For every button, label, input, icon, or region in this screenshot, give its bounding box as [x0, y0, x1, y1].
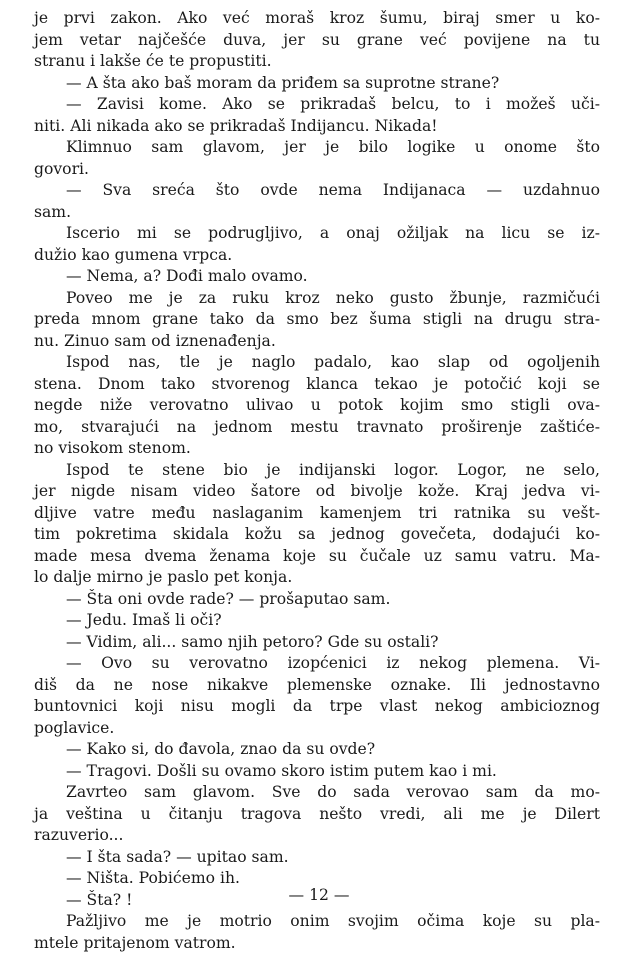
text-line: niti. Ali nikada ako se prikradaš Indijancu. Nikada!	[34, 116, 600, 138]
paragraph	[34, 460, 600, 589]
paragraph	[34, 610, 600, 632]
text-line: stranu i lakše će te propustiti.	[34, 51, 600, 73]
text-line: lo dalje mirno je paslo pet konja.	[34, 567, 600, 589]
text-line: — Kako si, do đavola, znao da su ovde?	[34, 739, 600, 761]
paragraph	[34, 761, 600, 783]
text-line: je prvi zakon. Ako već moraš kroz šumu, biraj smer u ko-	[34, 8, 600, 30]
text-line: — Šta? !	[34, 890, 600, 912]
text-line: — Zavisi kome. Ako se prikradaš belcu, to i možeš uči-	[34, 94, 600, 116]
paragraph	[34, 94, 600, 137]
text-line: — I šta sada? — upitao sam.	[34, 847, 600, 869]
paragraph	[34, 180, 600, 223]
paragraph	[34, 589, 600, 611]
text-line: — Ništa. Pobićemo ih.	[34, 868, 600, 890]
paragraph	[34, 847, 600, 869]
text-line: mtele pritajenom vatrom.	[34, 933, 600, 954]
text-line: jem vetar najčešće duva, jer su grane već povijene na tu	[34, 30, 600, 52]
text-line: sam.	[34, 202, 600, 224]
text-line: govori.	[34, 159, 600, 181]
paragraph	[34, 73, 600, 95]
paragraph	[34, 288, 600, 353]
paragraph	[34, 8, 600, 73]
text-line: buntovnici koji nisu mogli da trpe vlast nekog ambicioznog	[34, 696, 600, 718]
text-line: — A šta ako baš moram da priđem sa suprotne strane?	[34, 73, 600, 95]
text-line: razuverio...	[34, 825, 600, 847]
text-line: Pažljivo me je motrio onim svojim očima koje su pla-	[34, 911, 600, 933]
text-line: — Jedu. Imaš li oči?	[34, 610, 600, 632]
paragraph	[34, 266, 600, 288]
paragraph	[34, 223, 600, 266]
text-line: — Šta oni ovde rade? — prošaputao sam.	[34, 589, 600, 611]
text-line: Iscerio mi se podrugljivo, a onaj ožiljak na licu se iz-	[34, 223, 600, 245]
text-line: dljive vatre među naslaganim kamenjem tri ratnika su vešt-	[34, 503, 600, 525]
text-line: dužio kao gumena vrpca.	[34, 245, 600, 267]
text-line: Zavrteo sam glavom. Sve do sada verovao sam da mo-	[34, 782, 600, 804]
text-line: — Ovo su verovatno izopćenici iz nekog plemena. Vi-	[34, 653, 600, 675]
text-line: tim pokretima skidala kožu sa jednog govečeta, dodajući ko-	[34, 524, 600, 546]
text-line: Poveo me je za ruku kroz neko gusto žbunje, razmičući	[34, 288, 600, 310]
page-number: — 12 —	[0, 886, 638, 904]
paragraph	[34, 739, 600, 761]
paragraph	[34, 782, 600, 847]
text-line: made mesa dvema ženama koje su čučale uz samu vatru. Ma-	[34, 546, 600, 568]
text-line: diš da ne nose nikakve plemenske oznake. Ili jednostavno	[34, 675, 600, 697]
text-line: — Nema, a? Dođi malo ovamo.	[34, 266, 600, 288]
text-line: no visokom stenom.	[34, 438, 600, 460]
text-line: ja veština u čitanju tragova nešto vredi, ali me je Dilert	[34, 804, 600, 826]
paragraph	[34, 653, 600, 739]
paragraph	[34, 911, 600, 954]
text-line: nu. Zinuo sam od iznenađenja.	[34, 331, 600, 353]
book-page-text	[34, 8, 600, 954]
text-line: — Vidim, ali... samo njih petoro? Gde su ostali?	[34, 632, 600, 654]
text-line: — Sva sreća što ovde nema Indijanaca — uzdahnuo	[34, 180, 600, 202]
text-line: Ispod nas, tle je naglo padalo, kao slap od ogoljenih	[34, 352, 600, 374]
text-line: preda mnom grane tako da smo bez šuma stigli na drugu stra-	[34, 309, 600, 331]
text-line: jer nigde nisam video šatore od bivolje kože. Kraj jedva vi-	[34, 481, 600, 503]
text-line: stena. Dnom tako stvorenog klanca tekao je potočić koji se	[34, 374, 600, 396]
text-line: poglavice.	[34, 718, 600, 740]
text-line: Klimnuo sam glavom, jer je bilo logike u onome što	[34, 137, 600, 159]
text-line: negde niže verovatno ulivao u potok kojim smo stigli ova-	[34, 395, 600, 417]
text-line: mo, stvarajući na jednom mestu travnato proširenje zaštiće-	[34, 417, 600, 439]
text-line: Ispod te stene bio je indijanski logor. Logor, ne selo,	[34, 460, 600, 482]
paragraph	[34, 137, 600, 180]
paragraph	[34, 352, 600, 460]
paragraph	[34, 632, 600, 654]
text-line: — Tragovi. Došli su ovamo skoro istim putem kao i mi.	[34, 761, 600, 783]
